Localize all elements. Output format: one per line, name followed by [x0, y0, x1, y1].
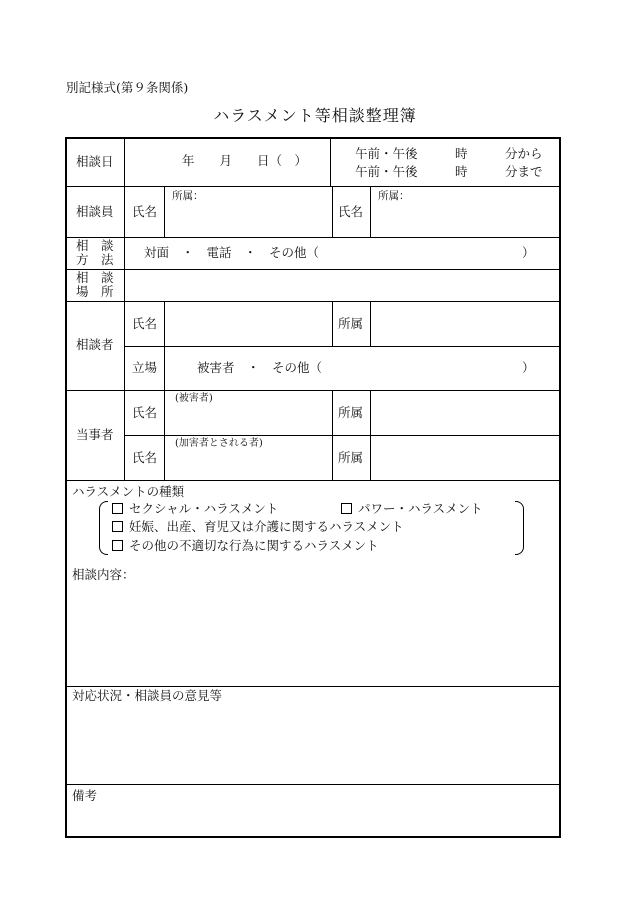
row-divider [67, 301, 561, 302]
option-power-harassment[interactable] [341, 503, 483, 516]
counselor-name-label-2: 氏名 [338, 204, 364, 219]
column-divider [164, 301, 165, 480]
column-divider [370, 390, 371, 480]
accused-affiliation-label: 所属 [338, 450, 364, 465]
consultation-content-label: 相談内容： [72, 567, 135, 582]
row-divider [67, 784, 561, 785]
place-label-line1: 相 談 [76, 270, 114, 285]
victim-note: (被害者) [175, 393, 213, 404]
right-bracket [515, 501, 524, 555]
row-divider [67, 269, 561, 270]
method-label-line2: 方 法 [76, 252, 114, 267]
method-options[interactable]: 対面 ・ 電話 ・ その他（ [144, 245, 320, 260]
page-title: ハラスメント等相談整理簿 [213, 106, 417, 125]
left-bracket [99, 501, 108, 555]
counselor-affiliation-label: 所属： [172, 190, 204, 202]
accused-note: (加害者とされる者) [175, 438, 263, 449]
counselor-name-label: 氏名 [132, 204, 158, 219]
option-other-harassment[interactable] [112, 540, 379, 553]
row-divider [67, 390, 561, 391]
checkbox-icon[interactable] [341, 503, 352, 514]
remarks-label: 備考 [72, 788, 98, 803]
consultant-position-label: 立場 [132, 360, 158, 375]
form-reference: 別記様式(第９条関係) [66, 80, 189, 95]
place-label-line2: 場 所 [76, 284, 114, 299]
consultant-label: 相談者 [76, 337, 114, 352]
row-divider [124, 435, 561, 436]
checkbox-icon[interactable] [112, 521, 123, 532]
response-label: 対応状況・相談員の意見等 [72, 688, 223, 703]
option-label: パワー・ハラスメント [358, 501, 483, 516]
option-maternity-harassment[interactable] [112, 521, 404, 534]
column-divider [330, 139, 331, 186]
column-divider [332, 301, 333, 346]
consultant-close-paren: ） [522, 360, 535, 375]
time-to-field[interactable]: 午前・午後 時 分まで [355, 164, 543, 179]
date-field[interactable]: 年 月 日（ ） [182, 153, 308, 168]
checkbox-icon[interactable] [112, 503, 123, 514]
column-divider [370, 186, 371, 237]
option-label: 妊娠、出産、育児又は介護に関するハラスメント [129, 519, 404, 534]
method-close-paren: ） [522, 245, 535, 260]
option-sexual-harassment[interactable] [112, 503, 278, 516]
victim-affiliation-label: 所属 [338, 405, 364, 420]
column-divider [124, 139, 125, 480]
column-divider [164, 186, 165, 237]
consultant-affiliation-label: 所属 [338, 316, 364, 331]
option-label: その他の不適切な行為に関するハラスメント [129, 538, 379, 553]
time-from-field[interactable]: 午前・午後 時 分から [355, 146, 543, 161]
row-divider [124, 346, 561, 347]
parties-label: 当事者 [76, 427, 114, 442]
row-divider [67, 480, 561, 481]
date-label: 相談日 [76, 154, 114, 169]
option-label: セクシャル・ハラスメント [129, 501, 279, 516]
column-divider [370, 301, 371, 346]
column-divider [332, 390, 333, 480]
column-divider [332, 186, 333, 237]
row-divider [67, 686, 561, 687]
consultant-position-options[interactable]: 被害者 ・ その他（ [197, 360, 323, 375]
counselor-affiliation-label-2: 所属： [378, 190, 410, 202]
row-divider [67, 186, 561, 187]
row-divider [67, 237, 561, 238]
victim-name-label: 氏名 [132, 405, 158, 420]
consultation-form [65, 137, 561, 838]
harassment-type-heading: ハラスメントの種類 [72, 484, 185, 499]
checkbox-icon[interactable] [112, 540, 123, 551]
consultant-name-label: 氏名 [132, 316, 158, 331]
counselor-label: 相談員 [76, 204, 114, 219]
accused-name-label: 氏名 [132, 450, 158, 465]
method-label-line1: 相 談 [76, 238, 114, 253]
